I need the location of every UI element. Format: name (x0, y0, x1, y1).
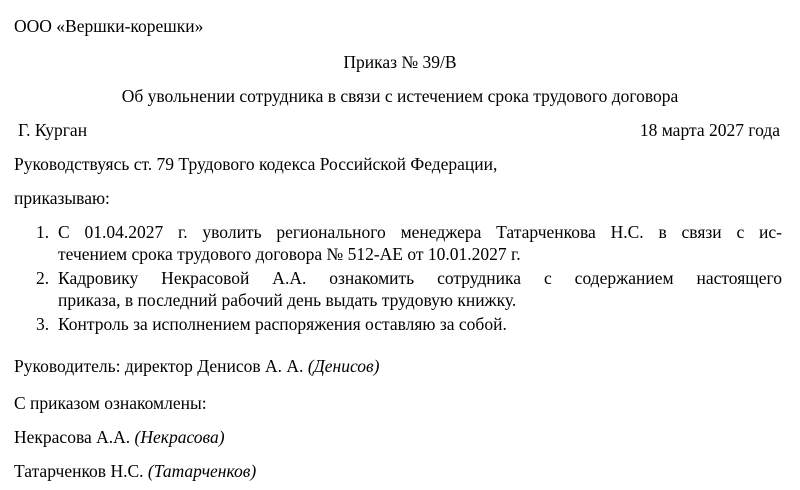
order-date: 18 марта 2027 года (639, 120, 780, 140)
order-title: Приказ № 39/В (343, 52, 457, 72)
order-items-list (36, 221, 782, 337)
order-item-text (58, 221, 782, 265)
order-item-number: 3. (36, 314, 50, 334)
order-item-line: Контроль за исполнением распоряжения оставляю за собой. (58, 314, 507, 334)
head-signature: (Денисов) (307, 356, 380, 376)
order-item-line: Кадровику Некрасовой А.А. ознакомить сотрудника с содержанием настоящего (58, 268, 782, 288)
signatory-name: Татарченков Н.С. (14, 461, 144, 481)
order-item-number: 2. (36, 268, 50, 288)
orders-word: приказываю: (14, 188, 110, 208)
order-item (36, 313, 782, 335)
head-signature-line (14, 355, 379, 377)
order-item (36, 221, 782, 265)
legal-basis: Руководствуясь ст. 79 Трудового кодекса Российской Федерации, (14, 154, 498, 174)
order-item-line: приказа, в последний рабочий день выдать трудовую книжку. (58, 290, 517, 310)
acknowledged-label: С приказом ознакомлены: (14, 393, 207, 413)
signatory-name: Некрасова А.А. (14, 427, 131, 447)
order-city: Г. Курган (18, 120, 88, 140)
order-item-line: С 01.04.2027 г. уволить регионального менеджера Татарченкова Н.С. в связи с ис- (58, 222, 782, 242)
order-subject: Об увольнении сотрудника в связи с истечением срока трудового договора (121, 86, 679, 106)
company-name: ООО «Вершки-корешки» (14, 16, 204, 36)
order-item (36, 267, 782, 311)
order-item-number: 1. (36, 222, 50, 242)
signatory-signature: (Татарченков) (147, 461, 257, 481)
signatory-signature: (Некрасова) (134, 427, 225, 447)
order-item-line: течением срока трудового договора № 512-АЕ от 10.01.2027 г. (58, 244, 521, 264)
signatory-line (14, 460, 256, 482)
head-label: Руководитель: директор Денисов А. А. (14, 356, 304, 376)
order-item-text (58, 267, 782, 311)
order-item-text (58, 313, 782, 335)
signatory-line (14, 426, 225, 448)
